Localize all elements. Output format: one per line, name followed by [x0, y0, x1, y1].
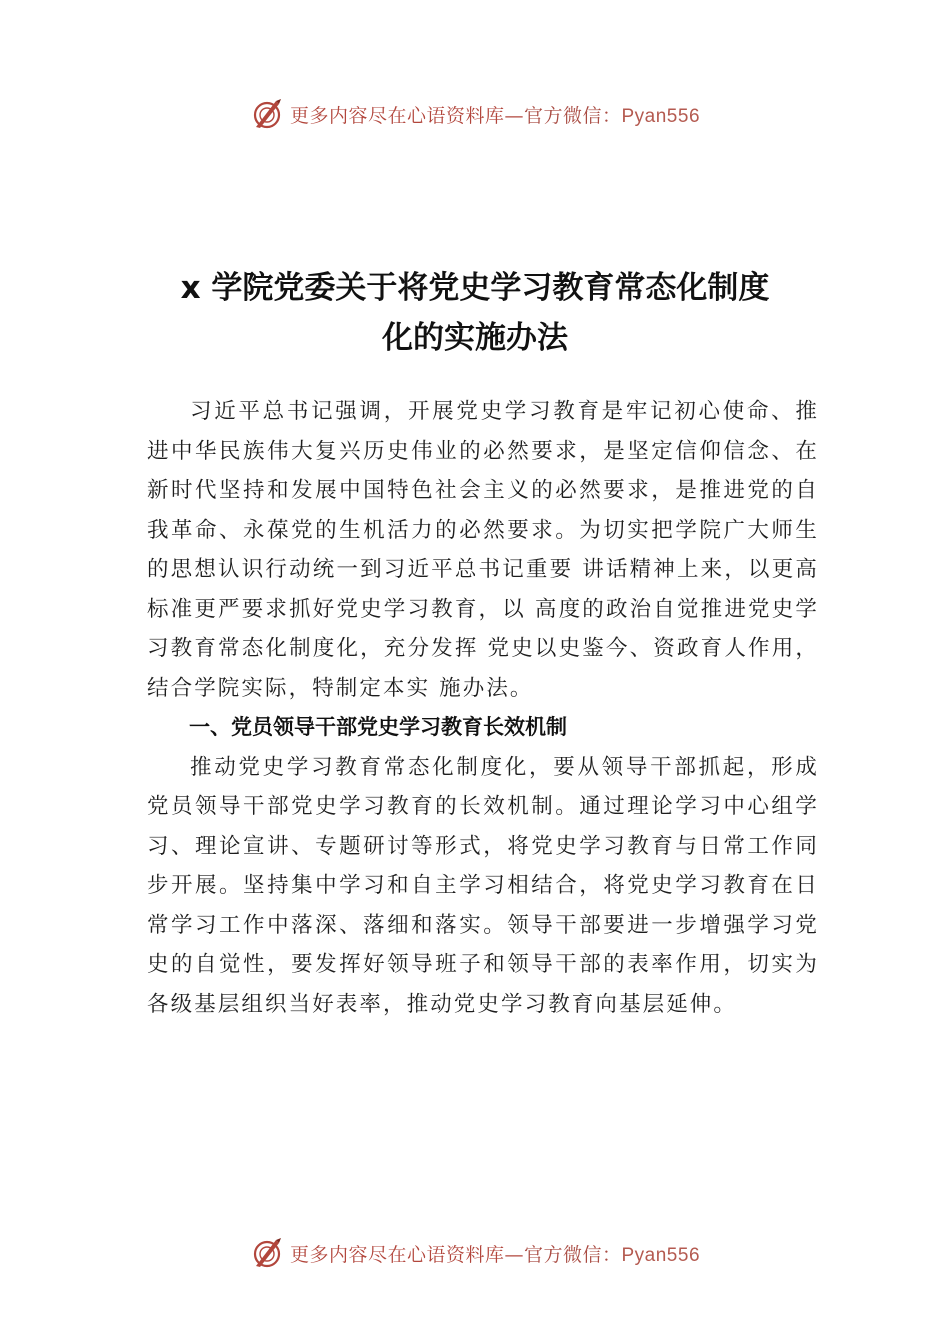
banner-wechat-id: Pyan556	[621, 1244, 701, 1266]
quill-seal-icon	[250, 97, 284, 131]
document-title	[120, 263, 830, 363]
document-title-line-2: 化的实施办法	[382, 320, 568, 356]
footer-banner	[0, 1233, 950, 1273]
document-title-line-1: x 学院党委关于将党史学习教育常态化制度	[180, 270, 770, 306]
header-banner	[0, 94, 950, 134]
section-1-paragraph: 推动党史学习教育常态化制度化，要从领导干部抓起，形成党员领导干部党史学习教育的长效机制。通过理论学习中心组学习、理论宣讲、专题研讨等形式，将党史学习教育与日常工作同步开展。坚持集中学习和自主学习相结合，将党史学习教育在日常学习工作中落深、落细和落实。领导干部要进一步增强学习党史的自觉性，要发挥好领导班子和领导干部的表率作用，切实为各级基层组织当好表率，推动党史学习教育向基层延伸。	[147, 754, 819, 1017]
document-body	[147, 392, 819, 1024]
banner-separator: —	[504, 104, 524, 127]
banner-slogan: 更多内容尽在心语资料库	[289, 104, 505, 127]
banner-text	[290, 101, 700, 128]
quill-seal-icon	[250, 1236, 284, 1270]
banner-wechat-label: 官方微信：	[523, 104, 622, 127]
banner-wechat-label: 官方微信：	[523, 1243, 622, 1266]
banner-slogan: 更多内容尽在心语资料库	[289, 1243, 505, 1266]
section-heading-1: 一、党员领导干部党史学习教育长效机制	[189, 715, 567, 739]
banner-text	[290, 1240, 700, 1267]
intro-paragraph: 习近平总书记强调，开展党史学习教育是牢记初心使命、推进中华民族伟大复兴历史伟业的必然要求，是坚定信仰信念、在新时代坚持和发展中国特色社会主义的必然要求，是推进党的自我革命、永葆党的生机活力的必然要求。为切实把学院广大师生的思想认识行动统一到习近平总书记重要 讲话精神上来，以更高标准更严要求抓好党史学习教育，以 高度的政治自觉推进党史学习教育常态化制度化，充分发挥 党史以史鉴今、资政育人作用，结合学院实际，特制定本实 施办法。	[147, 399, 819, 701]
banner-separator: —	[504, 1243, 524, 1266]
banner-wechat-id: Pyan556	[621, 105, 701, 127]
